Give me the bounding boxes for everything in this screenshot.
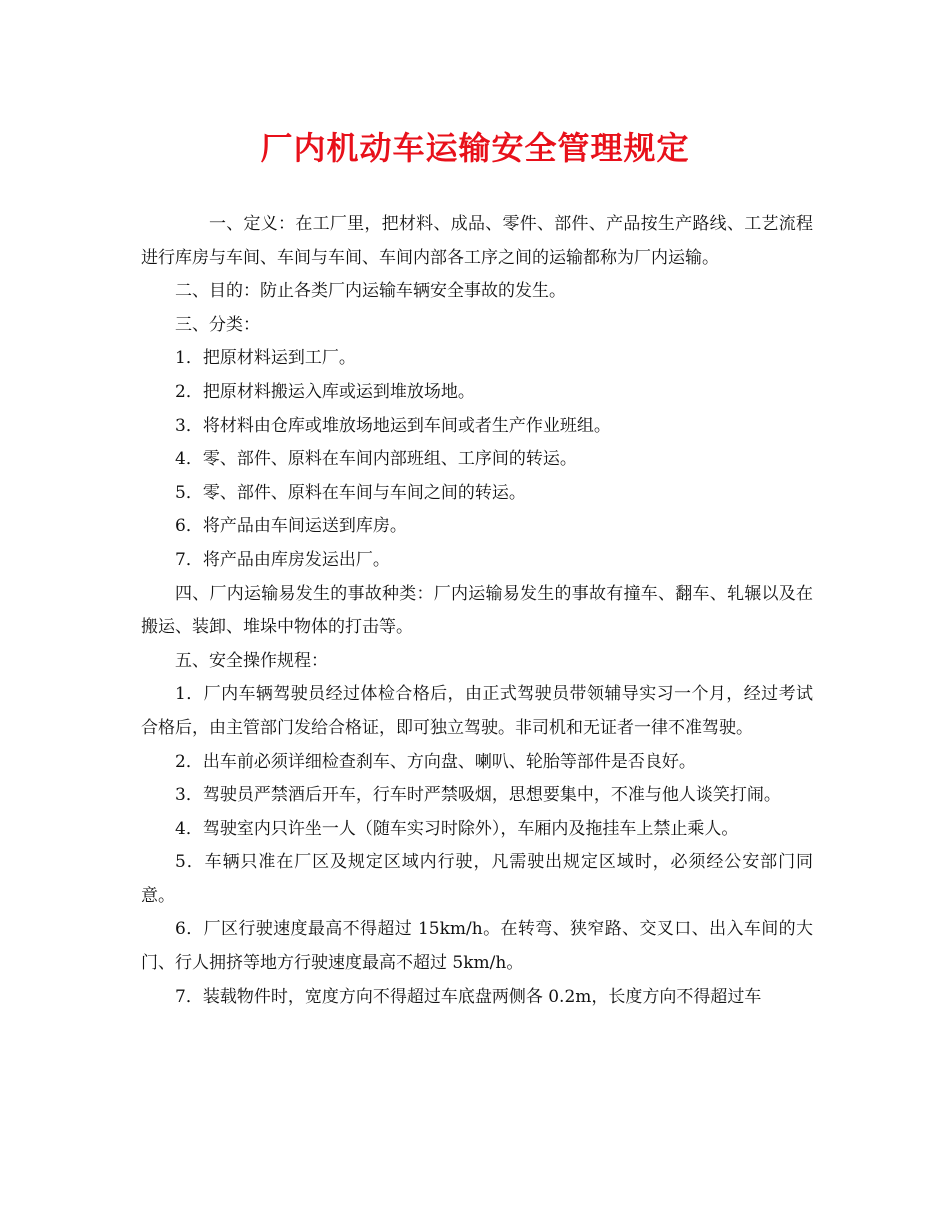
- list-item: 7．将产品由库房发运出厂。: [175, 549, 390, 570]
- list-item: 2．把原材料搬运入库或运到堆放场地。: [175, 381, 475, 402]
- list-item: 4．零、部件、原料在车间内部班组、工序间的转运。: [175, 449, 577, 470]
- document-title: 厂内机动车运输安全管理规定: [260, 129, 690, 167]
- list-item: 6．将产品由车间运送到库房。: [175, 516, 407, 537]
- paragraph-purpose: 二、目的：防止各类厂内运输车辆安全事故的发生。: [175, 281, 566, 302]
- list-item: 7．装载物件时，宽度方向不得超过车底盘两侧各 0.2m，长度方向不得超过车: [175, 986, 762, 1007]
- list-item: 4．驾驶室内只许坐一人（随车实习时除外），车厢内及拖挂车上禁止乘人。: [175, 818, 739, 839]
- paragraph-accident-types: 四、厂内运输易发生的事故种类：厂内运输易发生的事故有撞车、翻车、轧辗以及在搬运、装卸、堆垛中物体的打击等。: [141, 583, 813, 638]
- paragraph-safety-rules-heading: 五、安全操作规程：: [175, 650, 328, 671]
- list-item: 5．车辆只准在厂区及规定区域内行驶，凡需驶出规定区域时，必须经公安部门同意。: [141, 852, 813, 906]
- paragraph-definition: 一、定义：在工厂里，把材料、成品、零件、部件、产品按生产路线、工艺流程进行库房与车间、车间与车间、车间内部各工序之间的运输都称为厂内运输。: [141, 214, 813, 268]
- list-item: 3．将材料由仓库或堆放场地运到车间或者生产作业班组。: [175, 415, 611, 436]
- list-item: 6．厂区行驶速度最高不得超过 15km/h。在转弯、狭窄路、交叉口、出入车间的大门、行人拥挤等地方行驶速度最高不超过 5km/h。: [141, 919, 813, 974]
- document-body: [141, 208, 813, 1014]
- list-item: 1．厂内车辆驾驶员经过体检合格后，由正式驾驶员带领辅导实习一个月，经过考试合格后，由主管部门发给合格证，即可独立驾驶。非司机和无证者一律不准驾驶。: [141, 684, 813, 738]
- list-item: 5．零、部件、原料在车间与车间之间的转运。: [175, 482, 526, 503]
- list-item: 2．出车前必须详细检查刹车、方向盘、喇叭、轮胎等部件是否良好。: [175, 751, 696, 772]
- list-item: 3．驾驶员严禁酒后开车，行车时严禁吸烟，思想要集中，不准与他人谈笑打闹。: [175, 785, 781, 806]
- paragraph-classification-heading: 三、分类：: [175, 314, 260, 335]
- list-item: 1．把原材料运到工厂。: [175, 348, 356, 369]
